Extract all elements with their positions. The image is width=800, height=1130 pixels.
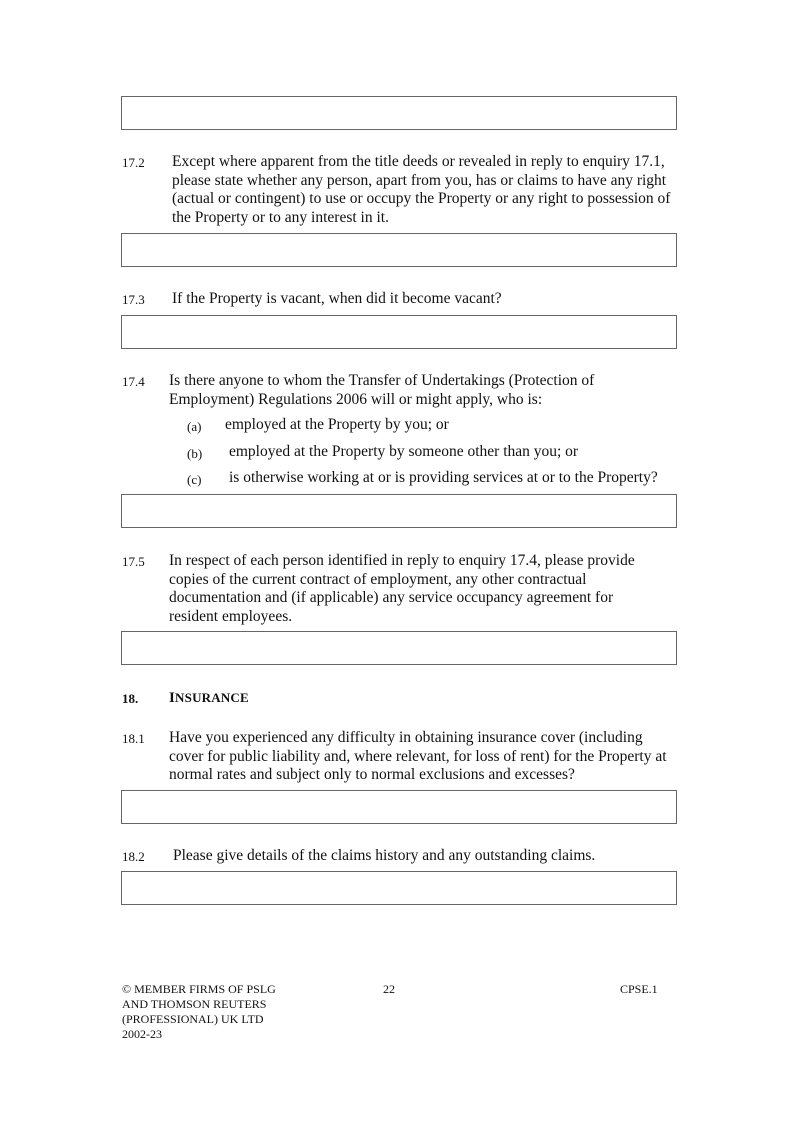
- footer-copyright-line: (PROFESSIONAL) UK LTD: [122, 1012, 264, 1026]
- question-number-17-2: 17.2: [122, 155, 145, 170]
- footer-copyright-line: AND THOMSON REUTERS: [122, 997, 267, 1011]
- question-number-18-1: 18.1: [122, 731, 145, 746]
- footer-copyright: [122, 982, 276, 1042]
- answer-box-18-2[interactable]: [121, 871, 677, 905]
- question-text-17-2: Except where apparent from the title deeds or revealed in reply to enquiry 17.1, please state whether any person, apart from you, has or claims to have any right (actual or contingent) to use or occupy the Property or any right to possession of the Property or to any interest in it.: [172, 153, 671, 227]
- footer-copyright-line: © MEMBER FIRMS OF PSLG: [122, 982, 276, 996]
- answer-box-17-2[interactable]: [121, 233, 677, 267]
- section-title-rest: NSURANCE: [175, 690, 249, 705]
- question-text-18-2: Please give details of the claims history and any outstanding claims.: [173, 847, 596, 864]
- answer-box-17-1[interactable]: [121, 96, 677, 130]
- answer-box-17-3[interactable]: [121, 315, 677, 349]
- section-title-initial: I: [169, 690, 176, 706]
- section-number: 18.: [122, 691, 139, 706]
- footer-copyright-line: 2002-23: [122, 1027, 162, 1041]
- sub-item-text-a: employed at the Property by you; or: [225, 416, 449, 433]
- sub-item-letter-c: (c): [187, 472, 202, 487]
- form-code: CPSE.1: [620, 982, 658, 996]
- sub-item-text-c: is otherwise working at or is providing services at or to the Property?: [229, 469, 658, 486]
- section-title: [169, 690, 249, 707]
- question-text-17-5: In respect of each person identified in reply to enquiry 17.4, please provide copies of the current contract of employment, any other contractual documentation and (if applicable) any service occupancy agreement for resident employees.: [169, 552, 635, 626]
- question-text-17-3: If the Property is vacant, when did it become vacant?: [172, 290, 502, 307]
- question-number-17-4: 17.4: [122, 374, 145, 389]
- question-number-17-3: 17.3: [122, 292, 145, 307]
- question-number-17-5: 17.5: [122, 554, 145, 569]
- page-number: 22: [383, 982, 395, 996]
- question-number-18-2: 18.2: [122, 849, 145, 864]
- answer-box-17-5[interactable]: [121, 631, 677, 665]
- sub-item-letter-a: (a): [187, 419, 202, 434]
- sub-item-letter-b: (b): [187, 446, 203, 461]
- question-text-17-4: Is there anyone to whom the Transfer of Undertakings (Protection of Employment) Regulations 2006 will or might apply, who is:: [169, 372, 595, 408]
- answer-box-18-1[interactable]: [121, 790, 677, 824]
- sub-item-text-b: employed at the Property by someone other than you; or: [229, 443, 579, 460]
- question-text-18-1: Have you experienced any difficulty in obtaining insurance cover (including cover for public liability and, where relevant, for loss of rent) for the Property at normal rates and subject only to normal exclusions and excesses?: [169, 729, 667, 784]
- answer-box-17-4[interactable]: [121, 494, 677, 528]
